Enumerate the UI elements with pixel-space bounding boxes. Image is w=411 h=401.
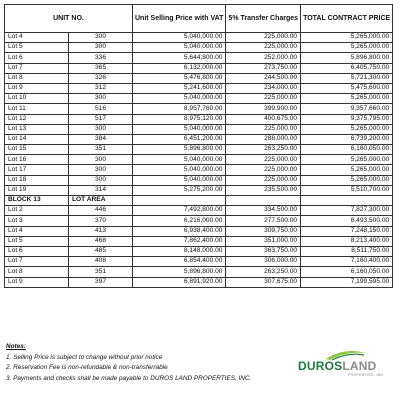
lot-cell: Lot 17 [5, 165, 69, 175]
lot-cell: Lot 10 [5, 94, 69, 104]
table-row [5, 267, 393, 277]
table-row [5, 43, 393, 53]
total-price-cell: 5,265,000.00 [301, 175, 393, 185]
lot-area-cell: 485 [69, 246, 133, 256]
transfer-charges-cell: 225,000.00 [226, 175, 301, 185]
lot-cell: Lot 12 [5, 114, 69, 124]
transfer-charges-cell: 400,675.00 [226, 114, 301, 124]
lot-cell: Lot 4 [5, 33, 69, 43]
transfer-charges-cell: 273,750.00 [226, 63, 301, 73]
total-price-cell: 5,896,800.00 [301, 53, 393, 63]
header-selling-price: Unit Selling Price with VAT [133, 5, 226, 33]
lot-area-cell: 312 [69, 83, 133, 93]
table-row [5, 175, 393, 185]
price-list-table [4, 4, 393, 288]
lot-cell: BLOCK 13 [5, 196, 69, 206]
lot-cell: Lot 6 [5, 53, 69, 63]
selling-price-cell: 5,275,200.00 [133, 185, 226, 195]
total-price-cell: 7,199,595.00 [301, 277, 393, 287]
table-row [5, 53, 393, 63]
table-row [5, 185, 393, 195]
lot-area-cell: LOT AREA [69, 196, 133, 206]
transfer-charges-cell: 263,250.00 [226, 267, 301, 277]
selling-price-cell: 5,040,000.00 [133, 155, 226, 165]
logo-tagline: PROPERTIES, INC. [348, 373, 385, 377]
lot-cell: Lot 15 [5, 145, 69, 155]
header-unit-no: UNIT NO. [5, 5, 133, 33]
header-transfer-charges: 5% Transfer Charges [226, 5, 301, 33]
selling-price-cell: 5,476,800.00 [133, 73, 226, 83]
table-row [5, 124, 393, 134]
selling-price-cell: 6,132,000.00 [133, 63, 226, 73]
lot-area-cell: 326 [69, 73, 133, 83]
lot-area-cell: 413 [69, 226, 133, 236]
transfer-charges-cell: 334,500.00 [226, 206, 301, 216]
total-price-cell: 9,375,795.00 [301, 114, 393, 124]
total-price-cell: 5,265,000.00 [301, 94, 393, 104]
transfer-charges-cell: 225,000.00 [226, 94, 301, 104]
block-header-row [5, 196, 393, 206]
lot-area-cell: 397 [69, 277, 133, 287]
total-price-cell: 6,405,750.00 [301, 63, 393, 73]
transfer-charges-cell: 277,500.00 [226, 216, 301, 226]
transfer-charges-cell: 225,000.00 [226, 43, 301, 53]
lot-cell: Lot 6 [5, 246, 69, 256]
total-price-cell: 6,739,200.00 [301, 134, 393, 144]
lot-area-cell: 517 [69, 114, 133, 124]
table-row [5, 114, 393, 124]
selling-price-cell: 5,040,000.00 [133, 175, 226, 185]
table-header-row [5, 5, 393, 33]
note-item: 1. Selling Price is subject to change without prior notice [6, 353, 163, 361]
lot-cell: Lot 18 [5, 175, 69, 185]
lot-cell: Lot 7 [5, 257, 69, 267]
lot-cell: Lot 16 [5, 155, 69, 165]
lot-cell: Lot 13 [5, 124, 69, 134]
lot-cell: Lot 14 [5, 134, 69, 144]
table-row [5, 104, 393, 114]
selling-price-cell: 5,040,000.00 [133, 43, 226, 53]
logo-word-duros: DUROS [298, 359, 343, 373]
lot-area-cell: 365 [69, 63, 133, 73]
lot-cell: Lot 11 [5, 104, 69, 114]
lot-cell: Lot 3 [5, 216, 69, 226]
total-price-cell: 5,265,000.00 [301, 155, 393, 165]
lot-area-cell: 300 [69, 175, 133, 185]
transfer-charges-cell: 225,000.00 [226, 165, 301, 175]
total-price-cell: 5,721,300.00 [301, 73, 393, 83]
transfer-charges-cell: 307,675.00 [226, 277, 301, 287]
total-price-cell: 6,160,050.00 [301, 267, 393, 277]
transfer-charges-cell: 399,900.00 [226, 104, 301, 114]
total-price-cell: 5,265,000.00 [301, 43, 393, 53]
table-row [5, 83, 393, 93]
total-price-cell: 8,511,750.00 [301, 246, 393, 256]
lot-area-cell: 351 [69, 267, 133, 277]
lot-cell: Lot 9 [5, 277, 69, 287]
lot-area-cell: 351 [69, 145, 133, 155]
lot-area-cell: 300 [69, 155, 133, 165]
total-price-cell: 7,827,300.00 [301, 206, 393, 216]
transfer-charges-cell: 306,000.00 [226, 257, 301, 267]
lot-area-cell: 300 [69, 94, 133, 104]
table-row [5, 94, 393, 104]
lot-cell: Lot 19 [5, 185, 69, 195]
logo-word-land: LAND [342, 359, 377, 373]
transfer-charges-cell: 234,000.00 [226, 83, 301, 93]
lot-cell: Lot 7 [5, 63, 69, 73]
transfer-charges-cell: 288,000.00 [226, 134, 301, 144]
duros-land-logo [290, 349, 410, 379]
table-row [5, 257, 393, 267]
table-row [5, 134, 393, 144]
selling-price-cell: 5,896,800.00 [133, 145, 226, 155]
lot-cell: Lot 9 [5, 83, 69, 93]
table-row [5, 145, 393, 155]
transfer-charges-cell: 351,000.00 [226, 236, 301, 246]
selling-price-cell [133, 196, 226, 206]
total-price-cell: 5,475,600.00 [301, 83, 393, 93]
notes-title: Notes: [6, 343, 26, 350]
lot-cell: Lot 5 [5, 236, 69, 246]
selling-price-cell: 7,492,800.00 [133, 206, 226, 216]
lot-area-cell: 446 [69, 206, 133, 216]
lot-cell: Lot 8 [5, 73, 69, 83]
table-row [5, 165, 393, 175]
total-price-cell: 5,510,700.00 [301, 185, 393, 195]
total-price-cell: 5,265,000.00 [301, 124, 393, 134]
selling-price-cell: 5,040,000.00 [133, 33, 226, 43]
transfer-charges-cell: 263,250.00 [226, 145, 301, 155]
table-row [5, 277, 393, 287]
selling-price-cell: 6,216,000.00 [133, 216, 226, 226]
lot-area-cell: 408 [69, 257, 133, 267]
table-row [5, 155, 393, 165]
transfer-charges-cell: 225,000.00 [226, 33, 301, 43]
lot-cell: Lot 5 [5, 43, 69, 53]
table-row [5, 246, 393, 256]
note-item: 3. Payments and checks shall be made payable to DUROS LAND PROPERTIES, INC. [6, 374, 252, 382]
lot-area-cell: 300 [69, 124, 133, 134]
lot-cell: Lot 2 [5, 206, 69, 216]
selling-price-cell: 8,957,760.00 [133, 104, 226, 114]
header-total-contract-price: TOTAL CONTRACT PRICE [301, 5, 393, 33]
table-body [5, 33, 393, 288]
table-row [5, 73, 393, 83]
lot-area-cell: 300 [69, 165, 133, 175]
note-item: 2. Reservation Fee is non-refundable & non-transferrable [6, 364, 168, 371]
selling-price-cell: 5,241,600.00 [133, 83, 226, 93]
transfer-charges-cell: 244,500.00 [226, 73, 301, 83]
table-row [5, 206, 393, 216]
lot-area-cell: 468 [69, 236, 133, 246]
notes-section [6, 342, 306, 384]
selling-price-cell: 5,040,000.00 [133, 124, 226, 134]
transfer-charges-cell: 252,000.00 [226, 53, 301, 63]
lot-cell: Lot 4 [5, 226, 69, 236]
total-price-cell: 5,265,000.00 [301, 165, 393, 175]
total-price-cell: 7,160,400.00 [301, 257, 393, 267]
total-price-cell: 5,265,000.00 [301, 33, 393, 43]
selling-price-cell: 7,862,400.00 [133, 236, 226, 246]
table-row [5, 236, 393, 246]
transfer-charges-cell [226, 196, 301, 206]
lot-cell: Lot 8 [5, 267, 69, 277]
transfer-charges-cell: 235,500.00 [226, 185, 301, 195]
lot-area-cell: 370 [69, 216, 133, 226]
selling-price-cell: 6,938,400.00 [133, 226, 226, 236]
transfer-charges-cell: 225,000.00 [226, 155, 301, 165]
table-row [5, 33, 393, 43]
table-row [5, 216, 393, 226]
table-row [5, 226, 393, 236]
lot-area-cell: 300 [69, 33, 133, 43]
transfer-charges-cell: 363,750.00 [226, 246, 301, 256]
transfer-charges-cell: 309,750.00 [226, 226, 301, 236]
selling-price-cell: 5,040,000.00 [133, 165, 226, 175]
total-price-cell: 8,213,400.00 [301, 236, 393, 246]
selling-price-cell: 6,854,400.00 [133, 257, 226, 267]
lot-area-cell: 300 [69, 43, 133, 53]
selling-price-cell: 5,040,000.00 [133, 94, 226, 104]
selling-price-cell: 8,975,120.00 [133, 114, 226, 124]
total-price-cell: 6,160,050.00 [301, 145, 393, 155]
transfer-charges-cell: 225,000.00 [226, 124, 301, 134]
total-price-cell: 7,248,150.00 [301, 226, 393, 236]
total-price-cell: 9,357,660.00 [301, 104, 393, 114]
logo-wordmark [298, 359, 376, 373]
lot-area-cell: 314 [69, 185, 133, 195]
total-price-cell: 6,493,500.00 [301, 216, 393, 226]
lot-area-cell: 336 [69, 53, 133, 63]
selling-price-cell: 5,644,800.00 [133, 53, 226, 63]
selling-price-cell: 8,148,000.00 [133, 246, 226, 256]
selling-price-cell: 6,451,200.00 [133, 134, 226, 144]
total-price-cell [301, 196, 393, 206]
lot-area-cell: 384 [69, 134, 133, 144]
lot-area-cell: 516 [69, 104, 133, 114]
table-row [5, 63, 393, 73]
selling-price-cell: 5,896,800.00 [133, 267, 226, 277]
selling-price-cell: 6,891,920.00 [133, 277, 226, 287]
